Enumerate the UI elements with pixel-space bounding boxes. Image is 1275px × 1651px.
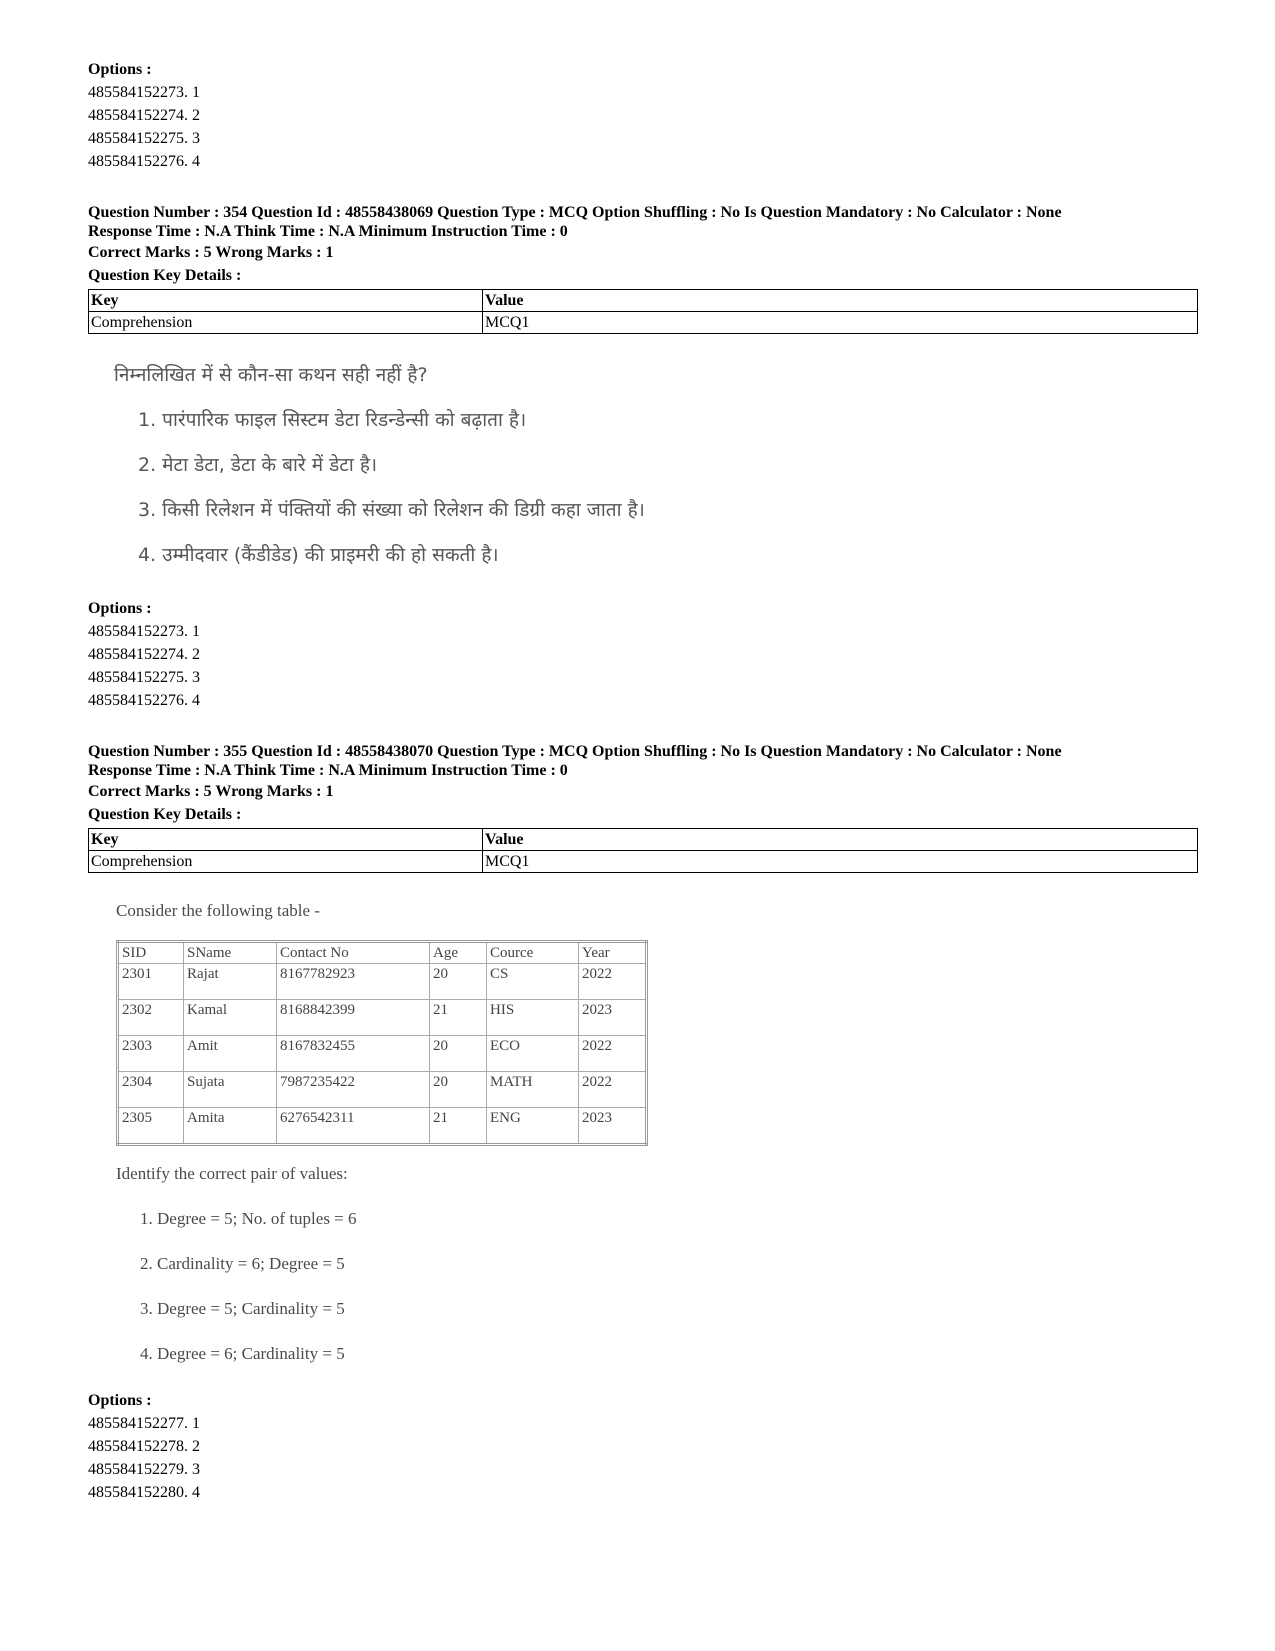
marks-line: Correct Marks : 5 Wrong Marks : 1	[88, 244, 334, 261]
question-header-line2: Response Time : N.A Think Time : N.A Minimum Instruction Time : 0	[88, 762, 568, 779]
statement-item: 2. मेटा डेटा, डेटा के बारे में डेटा है।	[138, 454, 378, 476]
option-item: 485584152275. 3	[88, 130, 200, 147]
cell: 21	[430, 1108, 487, 1145]
question-header-line1: Question Number : 355 Question Id : 48558438070 Question Type : MCQ Option Shuffling : No Is Question Mandatory : No Calculator : None	[88, 743, 1062, 760]
options-block-355	[88, 1389, 1203, 1504]
question-header-line1: Question Number : 354 Question Id : 48558438069 Question Type : MCQ Option Shuffling : No Is Question Mandatory : No Calculator : None	[88, 204, 1062, 221]
cell: Amit	[184, 1036, 277, 1072]
cell: Kamal	[184, 1000, 277, 1036]
th-age: Age	[430, 942, 487, 964]
page-content	[88, 58, 1203, 1504]
cell: HIS	[487, 1000, 579, 1036]
key-details-label: Question Key Details :	[88, 267, 242, 284]
option-item: 485584152275. 3	[88, 669, 200, 686]
question-image-table	[116, 899, 1203, 1365]
cell: 2023	[579, 1108, 647, 1145]
key-details-table	[88, 828, 1198, 873]
statement-item: 4. उम्मीदवार (कैंडीडेड) की प्राइमरी की हो सकती है।	[138, 544, 499, 566]
option-item: 485584152279. 3	[88, 1461, 200, 1478]
option-item: 485584152278. 2	[88, 1438, 200, 1455]
th-contact: Contact No	[277, 942, 430, 964]
table-row	[118, 1036, 647, 1072]
option-item: 485584152277. 1	[88, 1415, 200, 1432]
statement-item: 1. पारंपारिक फाइल सिस्टम डेटा रिडन्डेन्सी को बढ़ाता है।	[138, 409, 527, 431]
prompt-text: Identify the correct pair of values:	[116, 1164, 348, 1183]
option-item: 485584152274. 2	[88, 107, 200, 124]
key-details-table	[88, 289, 1198, 334]
option-item: 485584152280. 4	[88, 1484, 200, 1501]
cell: 20	[430, 1036, 487, 1072]
cell: MATH	[487, 1072, 579, 1108]
cell: 2301	[118, 964, 184, 1000]
cell: 7987235422	[277, 1072, 430, 1108]
table-row	[118, 1108, 647, 1145]
question-354	[88, 203, 1203, 712]
option-item: 485584152276. 4	[88, 153, 200, 170]
option-item: 485584152274. 2	[88, 646, 200, 663]
table-row	[118, 964, 647, 1000]
cell: 2022	[579, 964, 647, 1000]
cell: 20	[430, 964, 487, 1000]
option-item: 485584152273. 1	[88, 84, 200, 101]
table-row	[118, 1072, 647, 1108]
cell: 8167832455	[277, 1036, 430, 1072]
key-details-label: Question Key Details :	[88, 806, 242, 823]
cell: 2302	[118, 1000, 184, 1036]
cell: 2303	[118, 1036, 184, 1072]
cell: 6276542311	[277, 1108, 430, 1145]
value-cell: MCQ1	[483, 312, 1198, 334]
key-cell: Comprehension	[89, 312, 483, 334]
cell: Sujata	[184, 1072, 277, 1108]
question-355	[88, 742, 1203, 1504]
value-cell: MCQ1	[483, 851, 1198, 873]
cell: 21	[430, 1000, 487, 1036]
pair-item: 2. Cardinality = 6; Degree = 5	[140, 1254, 345, 1273]
cell: 8168842399	[277, 1000, 430, 1036]
question-header-line2: Response Time : N.A Think Time : N.A Minimum Instruction Time : 0	[88, 223, 568, 240]
option-item: 485584152276. 4	[88, 692, 200, 709]
cell: 2305	[118, 1108, 184, 1145]
pair-item: 4. Degree = 6; Cardinality = 5	[140, 1344, 345, 1363]
cell: ENG	[487, 1108, 579, 1145]
marks-line: Correct Marks : 5 Wrong Marks : 1	[88, 783, 334, 800]
value-header: Value	[483, 290, 1198, 312]
table-row	[118, 1000, 647, 1036]
key-header: Key	[89, 290, 483, 312]
th-sname: SName	[184, 942, 277, 964]
options-block-354	[88, 597, 1203, 712]
cell: CS	[487, 964, 579, 1000]
cell: 20	[430, 1072, 487, 1108]
pair-item: 3. Degree = 5; Cardinality = 5	[140, 1299, 345, 1318]
value-header: Value	[483, 829, 1198, 851]
options-label: Options :	[88, 61, 152, 78]
student-table	[116, 940, 648, 1146]
intro-text: Consider the following table -	[116, 901, 320, 920]
cell: 2304	[118, 1072, 184, 1108]
options-label: Options :	[88, 1392, 152, 1409]
statement-item: 3. किसी रिलेशन में पंक्तियों की संख्या को रिलेशन की डिग्री कहा जाता है।	[138, 499, 645, 521]
question-text: निम्नलिखित में से कौन-सा कथन सही नहीं है?	[114, 364, 428, 386]
key-cell: Comprehension	[89, 851, 483, 873]
th-cource: Cource	[487, 942, 579, 964]
cell: ECO	[487, 1036, 579, 1072]
th-year: Year	[579, 942, 647, 964]
option-item: 485584152273. 1	[88, 623, 200, 640]
question-image-hindi	[114, 364, 1203, 567]
options-label: Options :	[88, 600, 152, 617]
key-header: Key	[89, 829, 483, 851]
cell: Amita	[184, 1108, 277, 1145]
pair-item: 1. Degree = 5; No. of tuples = 6	[140, 1209, 357, 1228]
cell: 2022	[579, 1036, 647, 1072]
options-block-prev	[88, 58, 1203, 173]
th-sid: SID	[118, 942, 184, 964]
cell: 2023	[579, 1000, 647, 1036]
cell: 8167782923	[277, 964, 430, 1000]
cell: 2022	[579, 1072, 647, 1108]
cell: Rajat	[184, 964, 277, 1000]
